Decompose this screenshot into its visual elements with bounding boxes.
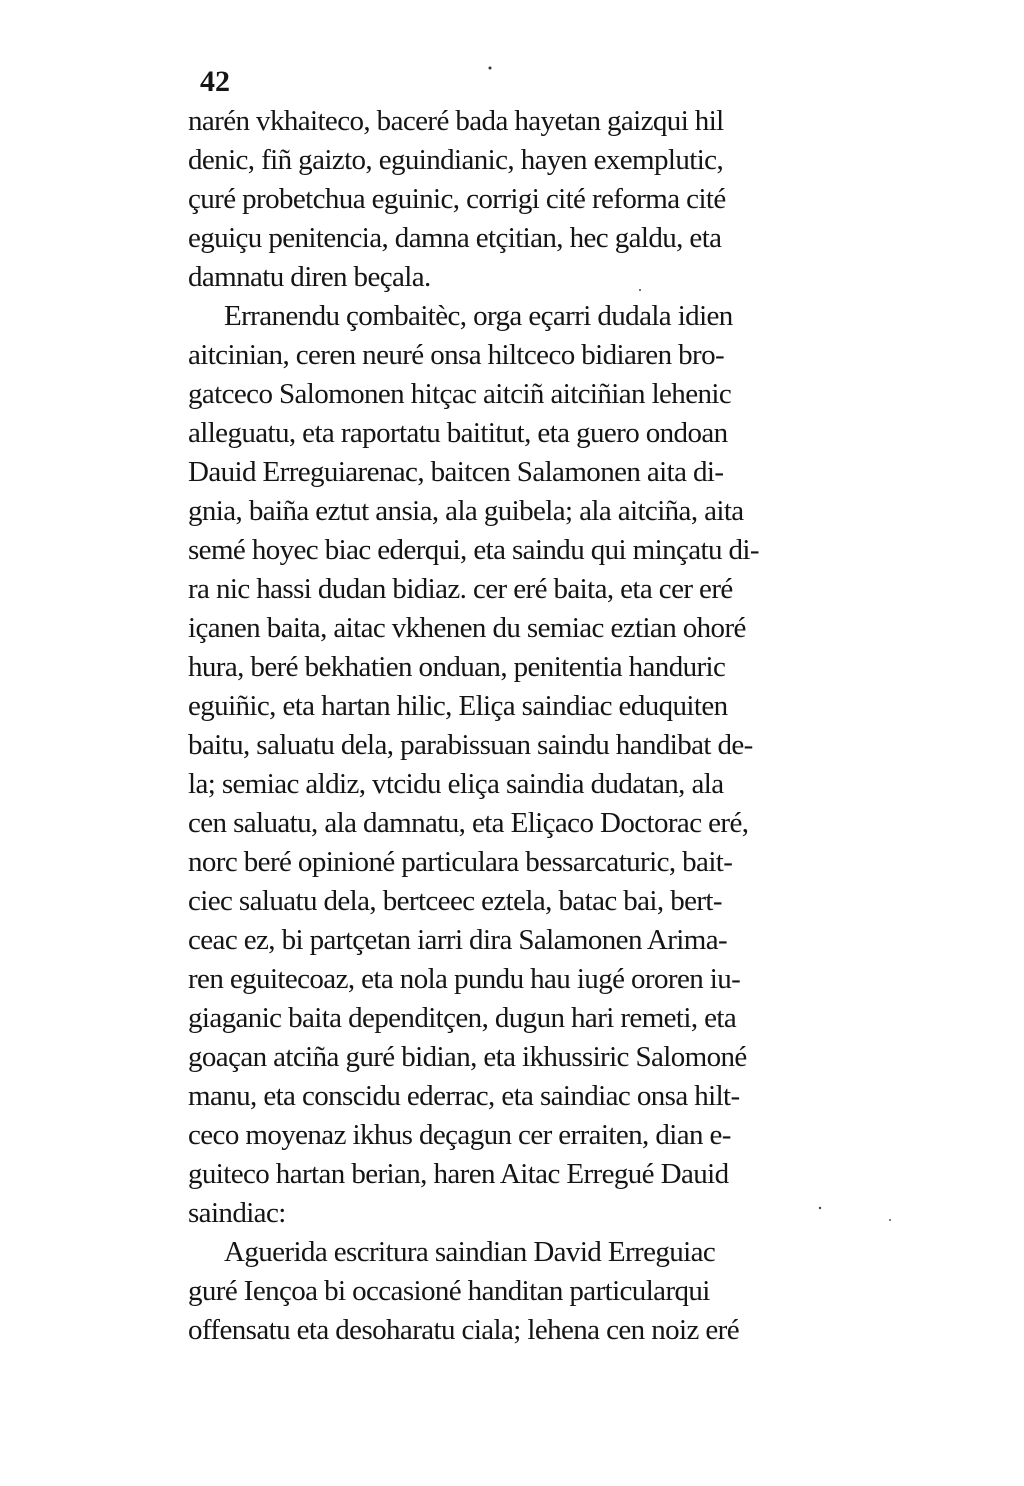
text-line: cen saluatu, ala damnatu, eta Eliçaco Doctorac eré, [188, 807, 749, 839]
text-line: giaganic baita dependitçen, dugun hari remeti, eta [188, 1002, 737, 1034]
text-line: Aguerida escritura saindian David Erreguiac [224, 1236, 716, 1268]
text-line: hura, beré bekhatien onduan, penitentia handuric [188, 651, 726, 683]
text-line: damnatu diren beçala. [188, 261, 431, 293]
text-line: içanen baita, aitac vkhenen du semiac eztian ohoré [188, 612, 746, 644]
text-line: goaçan atciña guré bidian, eta ikhussiric Salomoné [188, 1041, 747, 1073]
text-line: Erranendu çombaitèc, orga eçarri dudala idien [224, 300, 733, 332]
text-line: gnia, baiña eztut ansia, ala guibela; ala aitciña, aita [188, 495, 744, 527]
text-line: semé hoyec biac ederqui, eta saindu qui minçatu di- [188, 534, 759, 566]
text-line: manu, eta conscidu ederrac, eta saindiac onsa hilt- [188, 1080, 740, 1112]
text-line: eguiñic, eta hartan hilic, Eliça saindiac eduquiten [188, 690, 728, 722]
body-text [188, 102, 908, 1350]
text-line: gatceco Salomonen hitçac aitciñ aitciñian lehenic [188, 378, 732, 410]
text-line: narén vkhaiteco, baceré bada hayetan gaizqui hil [188, 105, 724, 137]
text-line: saindiac: [188, 1197, 286, 1229]
text-line: norc beré opinioné particulara bessarcaturic, bait- [188, 846, 733, 878]
text-line: çuré probetchua eguinic, corrigi cité reforma cité [188, 183, 726, 215]
text-line: ceac ez, bi partçetan iarri dira Salamonen Arima- [188, 924, 728, 956]
text-line: guiteco hartan berian, haren Aitac Erregué Dauid [188, 1158, 729, 1190]
text-line: Dauid Erreguiarenac, baitcen Salamonen aita di- [188, 456, 724, 488]
text-line: baitu, saluatu dela, parabissuan saindu handibat de- [188, 729, 753, 761]
text-line: eguiçu penitencia, damna etçitian, hec galdu, eta [188, 222, 722, 254]
text-line: ren eguitecoaz, eta nola pundu hau iugé ororen iu- [188, 963, 741, 995]
text-line: alleguatu, eta raportatu baititut, eta guero ondoan [188, 417, 728, 449]
text-line: offensatu eta desoharatu ciala; lehena cen noiz eré [188, 1314, 739, 1346]
text-line: ciec saluatu dela, bertceec eztela, batac bai, bert- [188, 885, 722, 917]
text-line: la; semiac aldiz, vtcidu eliça saindia dudatan, ala [188, 768, 724, 800]
text-line: denic, fiñ gaizto, eguindianic, hayen exemplutic, [188, 144, 724, 176]
text-line: ra nic hassi dudan bidiaz. cer eré baita, eta cer eré [188, 573, 733, 605]
text-line: ceco moyenaz ikhus deçagun cer erraiten, dian e- [188, 1119, 731, 1151]
page-number: 42 [200, 65, 230, 98]
text-line: aitcinian, ceren neuré onsa hiltceco bidiaren bro- [188, 339, 725, 371]
text-line: guré Iençoa bi occasioné handitan particularqui [188, 1275, 710, 1307]
